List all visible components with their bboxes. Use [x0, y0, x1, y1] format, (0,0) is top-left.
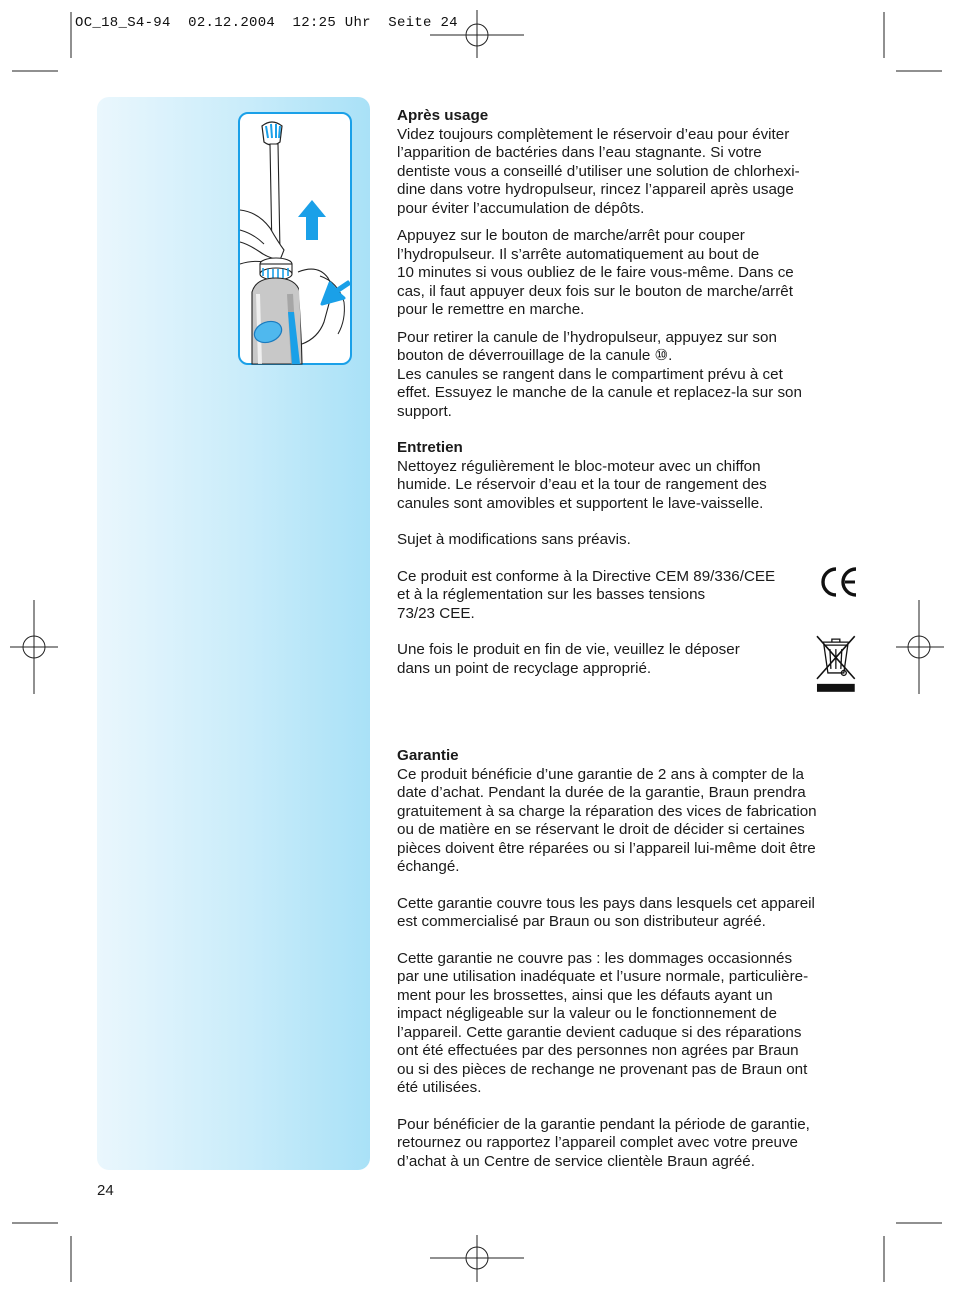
paragraph-recycling: Une fois le produit en fin de vie, veuillez le déposer dans un point de recyclage approprié. — [397, 641, 740, 677]
crossed-out-wheelie-bin-icon — [814, 633, 858, 693]
paragraph-garantie-3: Cette garantie ne couvre pas : les dommages occasionnés par une utilisation inadéquate et l’usure normale, particulière- ment pour les brossettes, ainsi que les défauts ayant un impact négligeable sur la valeur ou le fonctionnement de l’appareil. Cette garantie devient caduque si des réparations ont été effectuées par des personnes non agrées par Braun ou si des pièces de rechange ne provenant pas de Braun ont été utilisées. — [397, 949, 809, 1096]
paragraph-garantie-4: Pour bénéficier de la garantie pendant la période de garantie, retournez ou rapportez l’appareil complet avec votre preuve d’achat à un Centre de service clientèle Braun agréé. — [397, 1115, 810, 1170]
ce-compliance-row — [397, 568, 859, 624]
hand-removing-nozzle-illustration — [238, 112, 352, 365]
paragraph-apres-1: Videz toujours complètement le réservoir d’eau pour éviter l’apparition de bactéries dans l’eau stagnante. Si votre dentiste vous a conseillé d’utiliser une solution de chlorhexi- dine dans votre hydropulseur, rincez l’appareil après usage pour éviter l’accumulation de dépôts. — [397, 125, 800, 217]
heading-apres-usage: Après usage — [397, 107, 489, 124]
paragraph-garantie-1: Ce produit bénéficie d’une garantie de 2 ans à compter de la date d’achat. Pendant la durée de la garantie, Braun prendra gratuitement à sa charge la réparation des vices de fabrication ou de matière en se réservant le droit de décider si certaines pièces doivent être réparées ou si l’appareil lui-même doit être échangé. — [397, 765, 817, 875]
recycling-row — [397, 641, 859, 693]
print-slug: OC_18_S4-94 02.12.2004 12:25 Uhr Seite 24 — [75, 15, 458, 31]
paragraph-apres-2: Appuyez sur le bouton de marche/arrêt pour couper l’hydropulseur. Il s’arrête automatiquement au bout de 10 minutes si vous oubliez de le faire vous-même. Dans ce cas, il faut appuyer deux fois sur le bouton de marche/arrêt pour le remettre en marche. — [397, 227, 794, 318]
heading-entretien: Entretien — [397, 439, 463, 456]
registration-mark-left — [10, 600, 58, 694]
ce-mark-icon — [819, 565, 859, 599]
main-content — [397, 107, 859, 1171]
registration-mark-top — [430, 10, 524, 58]
paragraph-garantie-2: Cette garantie couvre tous les pays dans lesquels cet appareil est commercialisé par Braun ou son distributeur agréé. — [397, 894, 815, 930]
registration-mark-bottom — [430, 1235, 524, 1282]
paragraph-ce-compliance: Ce produit est conforme à la Directive CEM 89/336/CEE et à la réglementation sur les basses tensions 73/23 CEE. — [397, 567, 776, 622]
page-number: 24 — [97, 1182, 114, 1199]
paragraph-entretien-1: Nettoyez régulièrement le bloc-moteur avec un chiffon humide. Le réservoir d’eau et la tour de rangement des canules sont amovibles et supportent le lave-vaisselle. — [397, 457, 767, 512]
registration-mark-right — [896, 600, 944, 694]
heading-garantie: Garantie — [397, 747, 459, 764]
paragraph-apres-3: Pour retirer la canule de l’hydropulseur, appuyez sur son bouton de déverrouillage de la canule ⑩. Les canules se rangent dans le compartiment prévu à cet effet. Essuyez le manche de la canule et replacez-la sur son support. — [397, 328, 802, 420]
paragraph-modifications: Sujet à modifications sans préavis. — [397, 531, 631, 548]
